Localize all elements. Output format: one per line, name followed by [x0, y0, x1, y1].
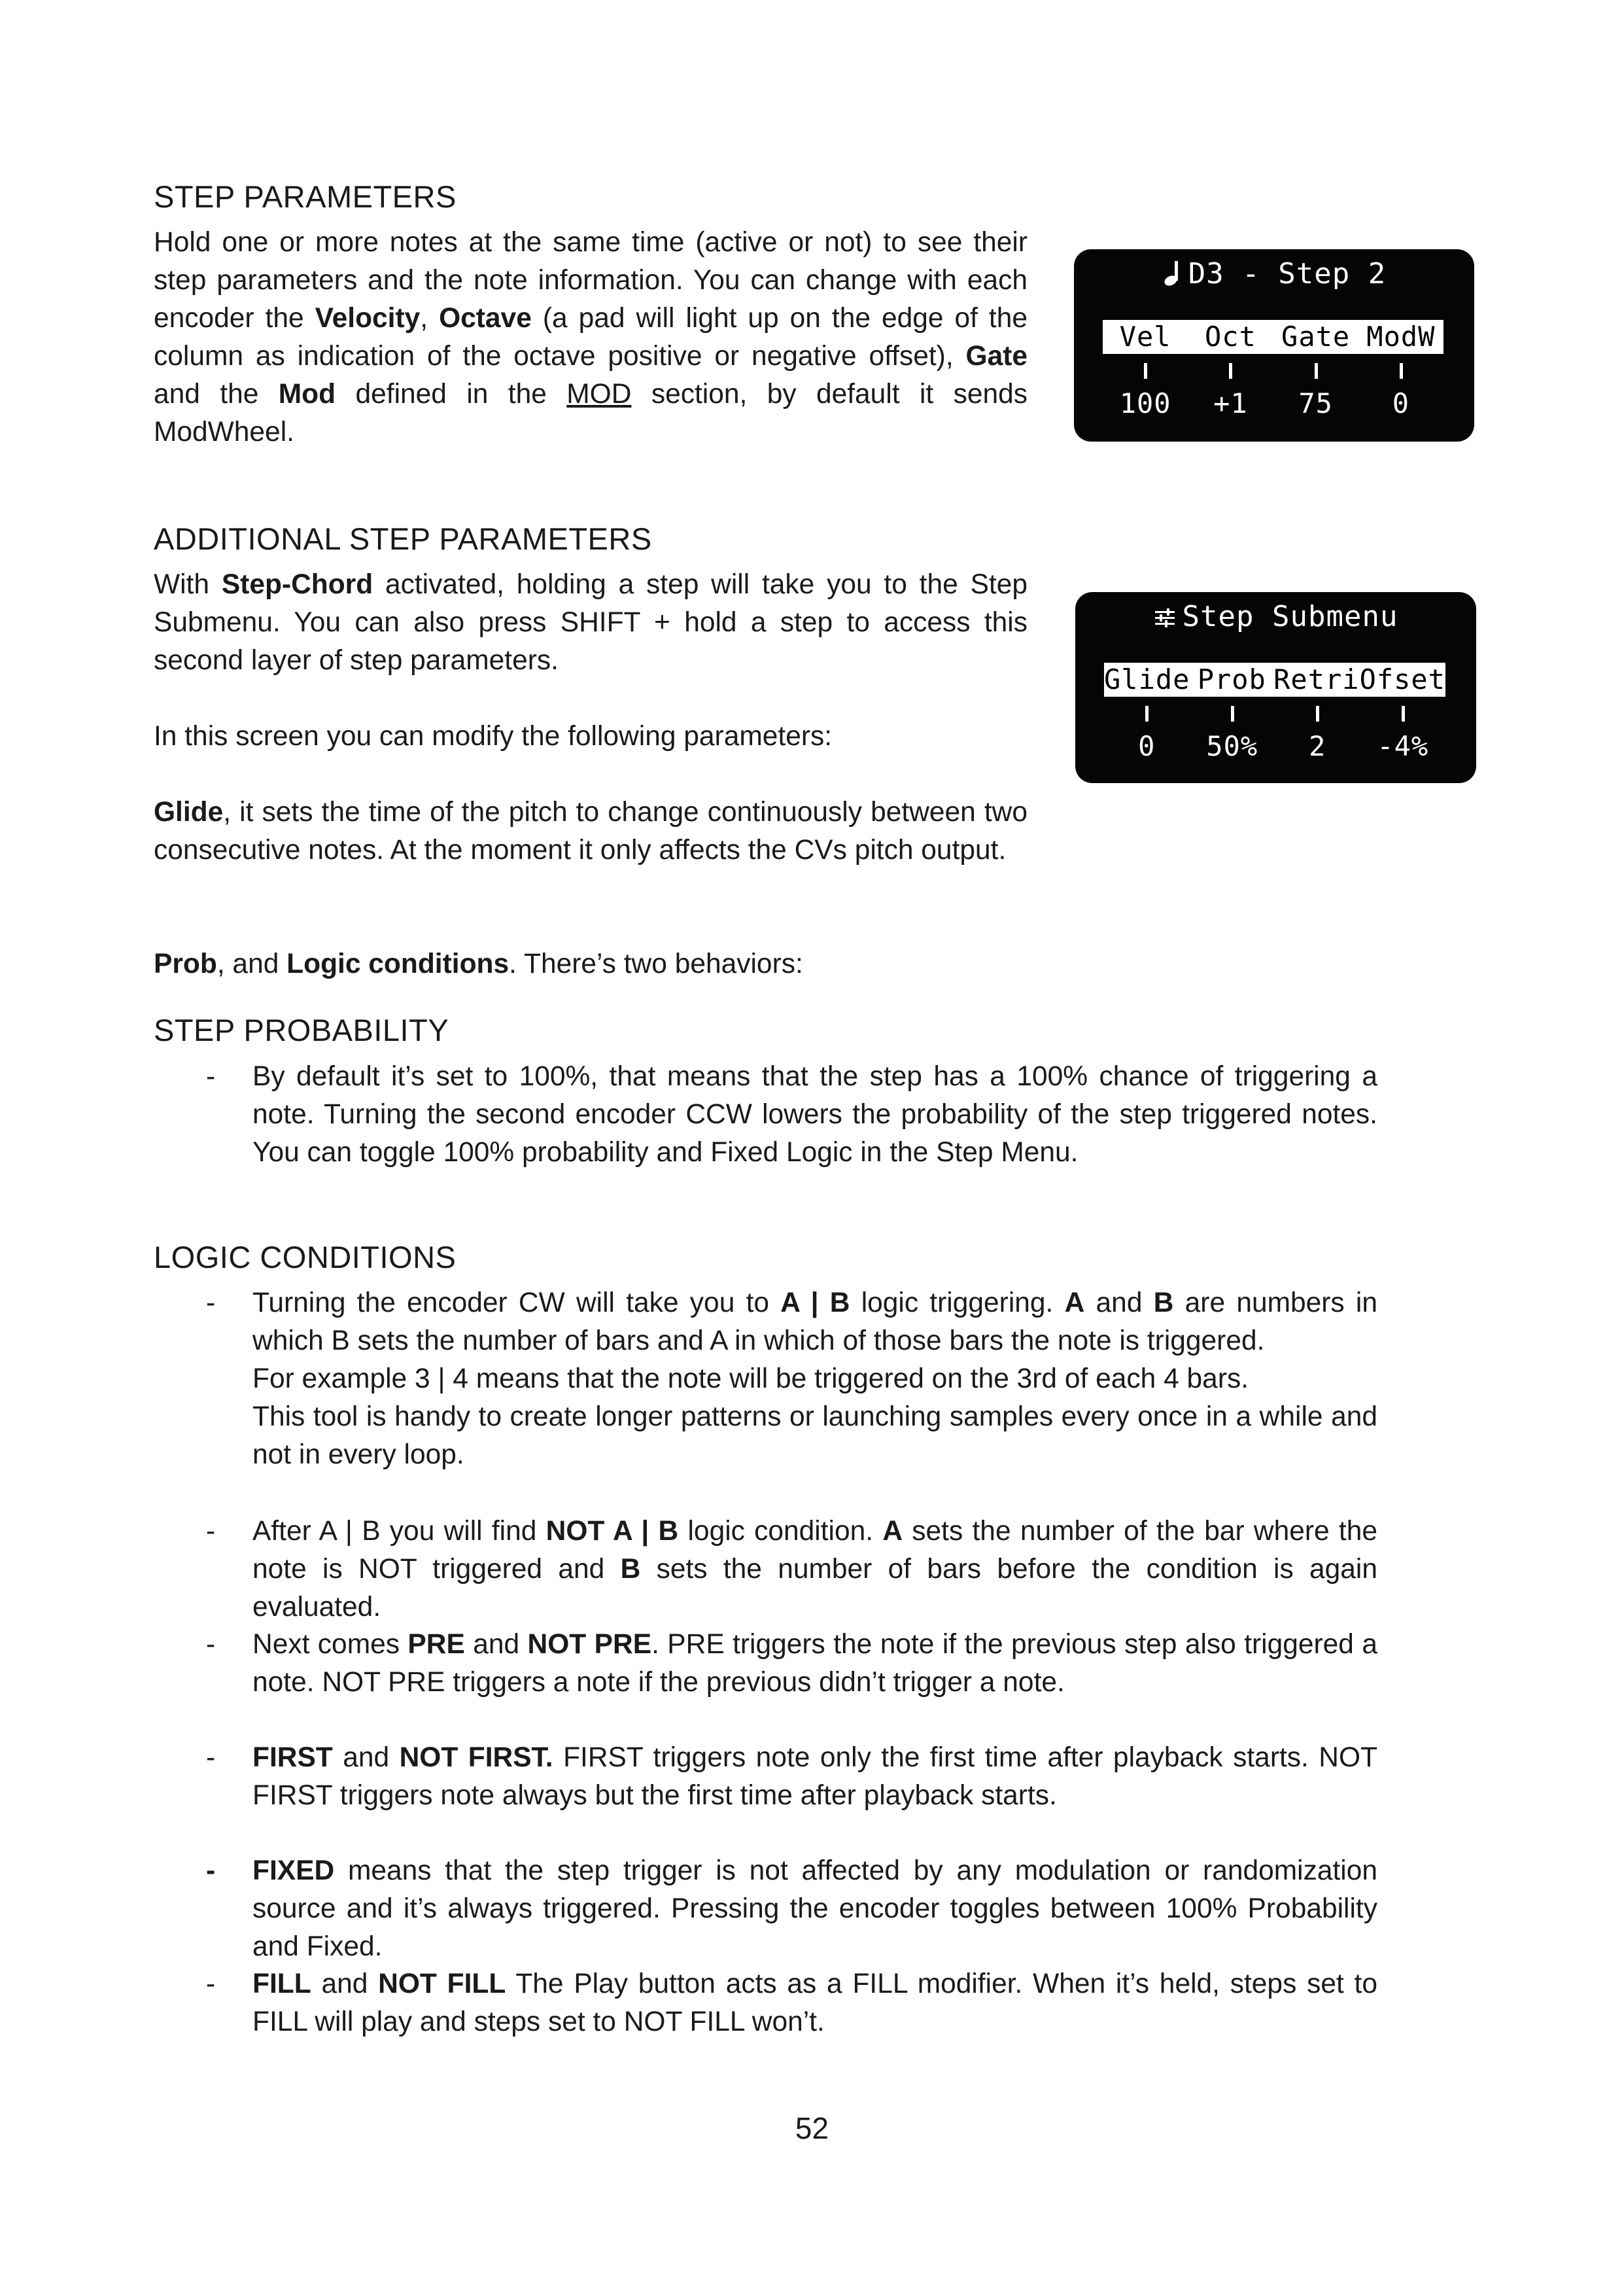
text-span: sets the number of bars before the condition is again evaluated.	[252, 1554, 1378, 1622]
mod-section-link[interactable]: MOD	[566, 379, 632, 410]
bold-term-pre: PRE	[407, 1629, 465, 1660]
encoder-tick	[1103, 363, 1188, 380]
text-span: . PRE triggers the note if the previous step also triggered a note. NOT PRE triggers a note if the previous didn’t trigger a note.	[252, 1629, 1377, 1698]
text-span: FIRST triggers note only the first time after playback starts. NOT FIRST triggers note always but the first time after playback starts.	[252, 1742, 1377, 1811]
bold-term-not-pre: NOT PRE	[527, 1629, 652, 1660]
text-span: and the	[154, 379, 279, 410]
bold-term-glide: Glide	[154, 797, 224, 828]
section-heading-step-probability: STEP PROBABILITY	[154, 1013, 449, 1047]
param-label: Retri	[1273, 663, 1360, 695]
list-item	[154, 1965, 1455, 2044]
bullet-dash: -	[206, 1969, 216, 1999]
parameter-values	[1104, 728, 1445, 765]
bold-term-step-chord: Step-Chord	[221, 569, 373, 600]
encoder-tick	[1188, 363, 1273, 380]
section-heading-additional-step-parameters: ADDITIONAL STEP PARAMETERS	[154, 521, 652, 556]
bullet-dash: -	[206, 1061, 216, 1092]
encoder-ticks	[1103, 363, 1443, 380]
text-span: sets the number of the bar where the note is NOT triggered and	[252, 1516, 1377, 1585]
step-chord-paragraph	[154, 566, 1028, 680]
bold-term-a-b: A | B	[780, 1288, 850, 1318]
bold-term-not-fill: NOT FILL	[378, 1969, 506, 1999]
ab-logic-paragraph	[252, 1284, 1377, 1360]
text-span: Next comes	[252, 1629, 408, 1660]
bold-term-mod: Mod	[278, 379, 336, 410]
param-value: 2	[1309, 730, 1326, 762]
text-span: ,	[420, 303, 440, 334]
bold-term-octave: Octave	[439, 303, 532, 334]
param-value: 75	[1298, 387, 1333, 419]
not-ab-paragraph	[252, 1513, 1377, 1626]
parameters-intro-paragraph: In this screen you can modify the following parameters:	[154, 721, 833, 752]
sliders-icon	[1154, 606, 1176, 629]
screen-title	[1074, 254, 1474, 294]
step-parameters-paragraph	[154, 224, 1028, 451]
bullet-dash: -	[206, 1516, 216, 1547]
text-span: section, by default it sends ModWheel.	[154, 379, 1028, 447]
param-value: 0	[1138, 730, 1156, 762]
list-item	[154, 1739, 1455, 1817]
section-heading-step-parameters: STEP PARAMETERS	[154, 179, 457, 214]
note-icon	[1162, 260, 1182, 286]
prob-logic-paragraph	[154, 945, 1028, 983]
bold-term-logic-conditions: Logic conditions	[286, 949, 510, 979]
section-heading-logic-conditions: LOGIC CONDITIONS	[154, 1240, 457, 1274]
param-value: 100	[1119, 387, 1171, 419]
bullet-dash: -	[206, 1288, 216, 1318]
text-span: , and	[216, 949, 287, 979]
bold-term-a: A	[1064, 1288, 1085, 1318]
bold-term-not-a-b: NOT A | B	[545, 1516, 679, 1547]
bold-term-not-first: NOT FIRST.	[399, 1742, 553, 1773]
bold-term-first: FIRST	[252, 1742, 333, 1773]
fixed-paragraph	[252, 1852, 1377, 1966]
list-item	[154, 1626, 1455, 1704]
text-span: Hold one or more notes at the same time (active or not) to see their step parameters and the note information. You can change with each encoder the	[154, 227, 1028, 334]
page-number: 52	[795, 2111, 829, 2145]
list-item	[154, 1058, 1455, 1176]
first-paragraph	[252, 1739, 1377, 1815]
ab-example-line: For example 3 | 4 means that the note will be triggered on the 3rd of each 4 bars.	[252, 1363, 1249, 1394]
bold-term-a: A	[882, 1516, 903, 1547]
bullet-dash: -	[206, 1629, 216, 1660]
bold-term-b: B	[1153, 1288, 1174, 1318]
parameter-header-bar	[1103, 320, 1443, 354]
encoder-tick	[1358, 363, 1443, 380]
text-span: logic triggering.	[850, 1288, 1065, 1318]
bold-term-fill: FILL	[252, 1969, 311, 1999]
text-span: means that the step trigger is not affected by any modulation or randomization source and it’s always triggered. Pressing the encoder toggles between 100% Probability and Fixed.	[252, 1855, 1377, 1962]
text-span: After A | B you will find	[252, 1516, 546, 1547]
param-label: Glide	[1104, 663, 1190, 695]
bold-term-b: B	[620, 1554, 641, 1585]
param-value: -4%	[1377, 730, 1429, 762]
bold-term-prob: Prob	[154, 949, 217, 979]
text-span: are numbers in which B sets the number of bars and A in which of those bars the note is triggered.	[252, 1288, 1377, 1356]
glide-paragraph	[154, 794, 1028, 869]
screen-title-text: Step Submenu	[1182, 600, 1398, 633]
encoder-ticks	[1104, 706, 1445, 723]
param-value: 50%	[1206, 730, 1258, 762]
parameter-values	[1103, 385, 1443, 422]
param-label: Vel	[1119, 321, 1171, 353]
list-item	[154, 1852, 1455, 1962]
screen-title-text: D3 - Step 2	[1188, 257, 1387, 290]
text-span: The Play button acts as a FILL modifier. When it’s held, steps set to FILL will play and steps set to NOT FILL won’t.	[252, 1969, 1377, 2037]
text-span: and	[464, 1629, 528, 1660]
parameter-header-bar	[1104, 663, 1445, 697]
param-label: Prob	[1197, 663, 1266, 695]
bold-term-fixed: FIXED	[252, 1855, 335, 1886]
encoder-tick	[1273, 363, 1358, 380]
text-span: and	[1084, 1288, 1154, 1318]
text-span: activated, holding a step will take you to the Step Submenu. You can also press SHIFT + hold a step to access this second layer of step parameters.	[154, 569, 1028, 676]
screen-title	[1075, 597, 1476, 637]
param-label: ModW	[1366, 321, 1436, 353]
text-span: . There’s two behaviors:	[509, 949, 803, 979]
list-item	[154, 1513, 1455, 1622]
ab-tool-line: This tool is handy to create longer patterns or launching samples every once in a while and not in every loop.	[252, 1401, 1377, 1470]
bullet-dash: -	[206, 1855, 216, 1886]
text-span: , it sets the time of the pitch to change continuously between two consecutive notes. At the moment it only affects the CVs pitch output.	[154, 797, 1028, 866]
bold-term-velocity: Velocity	[315, 303, 421, 334]
text-span: and	[332, 1742, 400, 1773]
param-label: Ofset	[1359, 663, 1445, 695]
oled-screen-step-parameters	[1074, 249, 1474, 442]
param-label: Gate	[1281, 321, 1351, 353]
text-span: and	[311, 1969, 379, 1999]
text-span: Turning the encoder CW will take you to	[252, 1288, 781, 1318]
param-label: Oct	[1204, 321, 1256, 353]
param-value: 0	[1392, 387, 1410, 419]
probability-description: By default it’s set to 100%, that means that the step has a 100% chance of triggering a note. Turning the second encoder CCW lowers the probability of the step triggered notes. You can toggle 100% probability and Fixed Logic in the Step Menu.	[252, 1061, 1377, 1168]
text-span: defined in the	[336, 379, 567, 410]
pre-paragraph	[252, 1626, 1377, 1702]
param-value: +1	[1213, 387, 1248, 419]
bullet-dash: -	[206, 1742, 216, 1773]
oled-screen-step-submenu	[1075, 592, 1476, 783]
text-span: With	[154, 569, 222, 600]
list-item	[154, 1284, 1455, 1480]
encoder-tick	[1360, 706, 1446, 723]
fill-paragraph	[252, 1965, 1377, 2041]
text-span: logic condition.	[678, 1516, 883, 1547]
encoder-tick	[1104, 706, 1190, 723]
text-span: (a pad will light up on the edge of the column as indication of the octave positive or negative offset),	[154, 303, 1028, 372]
bold-term-gate: Gate	[965, 341, 1028, 372]
encoder-tick	[1190, 706, 1275, 723]
encoder-tick	[1275, 706, 1360, 723]
